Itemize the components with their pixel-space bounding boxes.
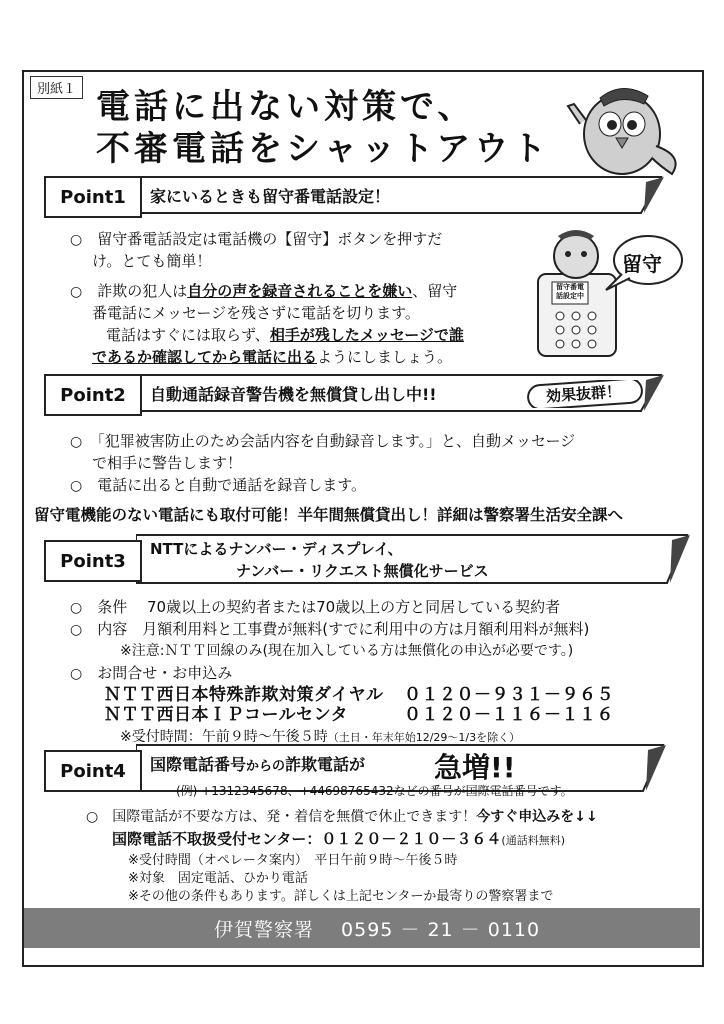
bullet: ○ bbox=[70, 600, 83, 616]
p1-line3c: 、留守 bbox=[412, 282, 458, 300]
p1-line5a: 電話はすぐには取らず、 bbox=[106, 326, 270, 344]
p2-line2: で相手に警告します！ bbox=[92, 454, 243, 472]
p4-center: 国際電話不取扱受付センター：０１２０－２１０－３６４ bbox=[112, 830, 502, 848]
p4-example: (例) +1312345678、+44698765432などの番号が国際電話番号です。 bbox=[176, 784, 573, 798]
p2-line3: 電話に出ると自動で通話を録音します。 bbox=[97, 476, 367, 494]
point1-banner bbox=[136, 176, 666, 214]
p4-center-note: (通話料無料) bbox=[501, 834, 565, 847]
p2-line1: 「犯罪被害防止のため会話内容を自動録音します。」と、自動メッセージ bbox=[97, 432, 576, 450]
p1-line3b: 自分の声を録音されることを嫌い bbox=[187, 282, 413, 300]
contact2-name: ＮＴＴ西日本ＩＰコールセンタ bbox=[104, 705, 348, 725]
p4-heading-c: 詐欺電話が bbox=[285, 755, 366, 774]
police-mascot-icon bbox=[560, 76, 690, 186]
bullet: ○ bbox=[70, 622, 83, 638]
bullet: ○ bbox=[70, 478, 83, 494]
p4-heading-big: 急増!! bbox=[434, 751, 516, 784]
contact1-number: ０１２０－９３１－９６５ bbox=[404, 685, 614, 705]
p4-line1b: 今すぐ申込みを↓↓ bbox=[476, 809, 598, 825]
p3-line4: お問合せ・お申込み bbox=[97, 664, 233, 682]
p1-line3a: 詐欺の犯人は bbox=[97, 282, 188, 300]
p4-heading-a: 国際電話番号 bbox=[150, 755, 247, 774]
point2-heading: 自動通話録音警告機を無償貸し出し中!! bbox=[150, 384, 437, 404]
contact2-number: ０１２０－１１６－１１６ bbox=[404, 705, 614, 725]
point3-banner bbox=[136, 534, 692, 584]
point2-label: Point2 bbox=[44, 374, 142, 416]
p4-heading-b: からの bbox=[246, 759, 286, 774]
bullet: ○ bbox=[70, 666, 83, 682]
p4-note2: ※対象 固定電話、ひかり電話 bbox=[128, 871, 308, 886]
bullet: ○ bbox=[86, 809, 99, 825]
p1-line6a: であるか確認してから電話に出る bbox=[92, 348, 318, 366]
attachment-tag: 別紙１ bbox=[30, 76, 83, 99]
p4-note3: ※その他の条件もあります。詳しくは上記センターか最寄りの警察署まで bbox=[128, 889, 554, 904]
p3-line3: ※注意:ＮＴＴ回線のみ(現在加入している方は無償化の申込が必要です。) bbox=[120, 643, 574, 659]
point3-heading-2: ナンバー・リクエスト無償化サービス bbox=[236, 562, 489, 580]
p1-line2: け。とても簡単！ bbox=[92, 252, 212, 270]
bullet: ○ bbox=[70, 232, 83, 248]
bullet: ○ bbox=[70, 284, 83, 300]
p3-line1: 条件 70歳以上の契約者または70歳以上の方と同居している契約者 bbox=[97, 598, 561, 616]
p4-line1: 国際電話が不要な方は、発・着信を無償で休止できます！ bbox=[112, 809, 477, 825]
footer-police-station: 伊賀警察署 0595 － 21 － 0110 bbox=[24, 908, 700, 948]
p3-line2: 内容 月額利用料と工事費が無料(すでに利用中の方は月額利用料が無料) bbox=[97, 620, 590, 638]
point3-label: Point3 bbox=[44, 540, 142, 582]
point1-label: Point1 bbox=[44, 176, 142, 218]
phone-screen-label: 留守番電話設定中 bbox=[556, 283, 584, 300]
p4-note1: ※受付時間（オペレータ案内） 平日午前９時～午後５時 bbox=[128, 853, 458, 868]
bubble-text: 留守 bbox=[622, 252, 662, 276]
p1-line5b: 相手が残したメッセージで誰 bbox=[269, 326, 464, 344]
title-line-1: 電話に出ない対策で、 bbox=[96, 87, 476, 127]
p3-hours: ※受付時間：午前９時～午後５時 bbox=[120, 729, 328, 745]
point4-label: Point4 bbox=[44, 750, 142, 792]
contact1-name: ＮＴＴ西日本特殊詐欺対策ダイヤル bbox=[104, 685, 384, 705]
p2-notice: 留守電機能のない電話にも取付可能！半年間無償貸出し！詳細は警察署生活安全課へ bbox=[34, 506, 624, 524]
p3-hours-note: （土日・年末年始12/29～1/3を除く） bbox=[327, 731, 521, 744]
title-line-2: 不審電話をシャットアウト bbox=[96, 129, 551, 169]
point3-heading-1: NTTによるナンバー・ディスプレイ、 bbox=[150, 540, 403, 558]
effect-badge: 効果抜群！ bbox=[545, 382, 622, 406]
p1-line1: 留守番電話設定は電話機の【留守】ボタンを押すだ bbox=[97, 230, 443, 248]
p1-line4: 番電話にメッセージを残さずに電話を切ります。 bbox=[92, 304, 420, 322]
point1-heading: 家にいるときも留守番電話設定！ bbox=[150, 186, 391, 206]
bullet: ○ bbox=[70, 434, 83, 450]
p1-line6b: ようにしましょう。 bbox=[317, 348, 453, 366]
